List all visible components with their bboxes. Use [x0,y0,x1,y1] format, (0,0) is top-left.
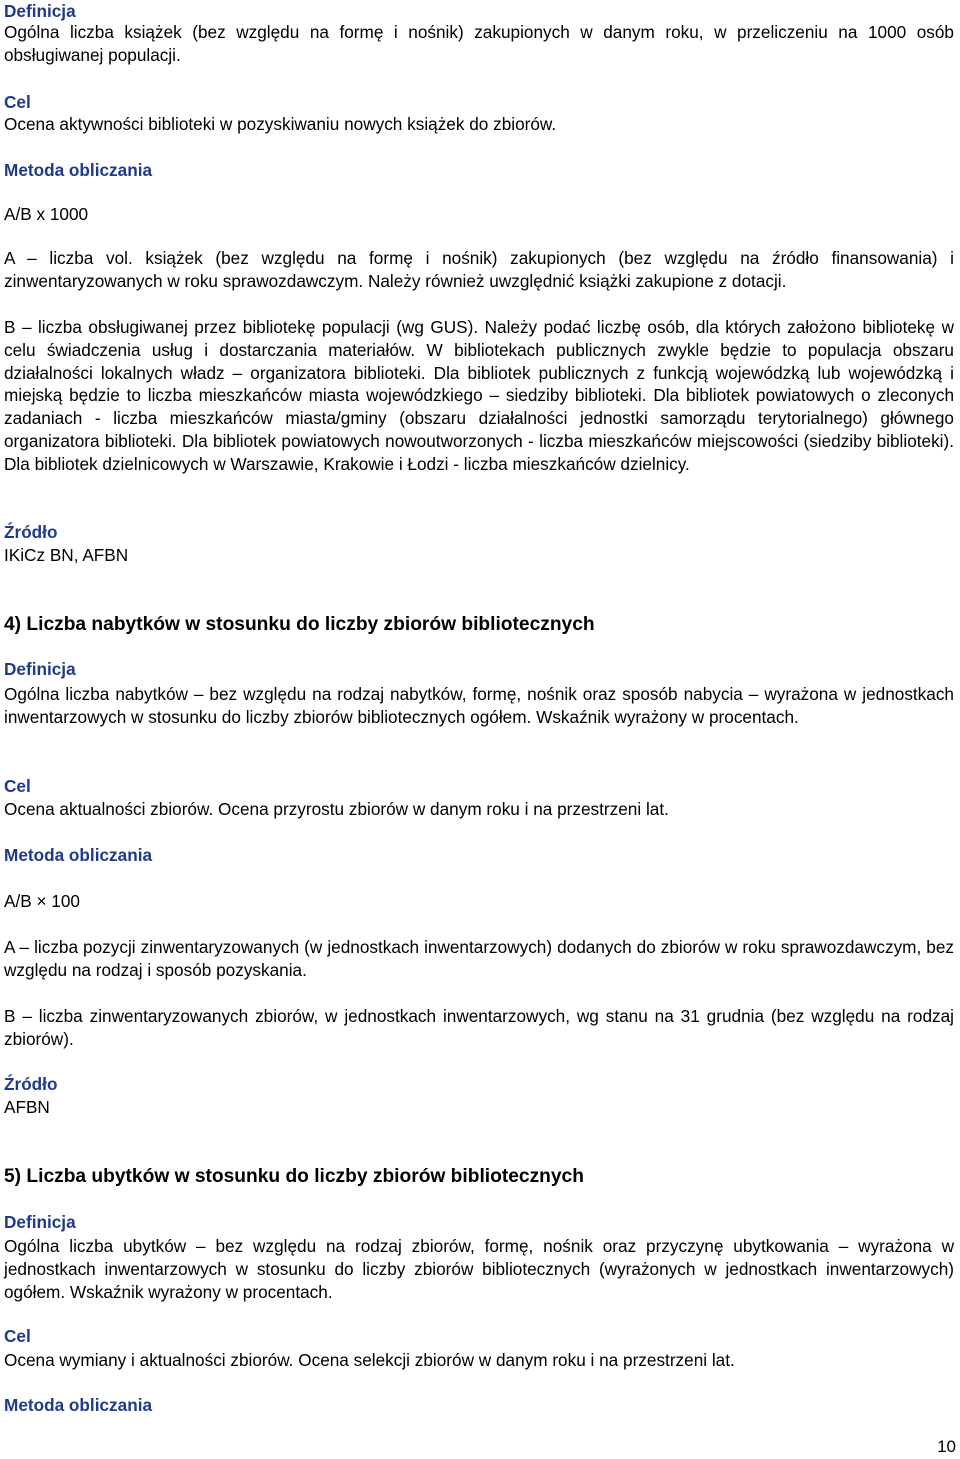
variable-a-note: Należy również uwzględnić książki zakupione z dotacji. [367,270,787,291]
variable-b-description [4,316,954,476]
goal-label: Cel [4,1326,31,1346]
section-5-heading: 5) Liczba ubytków w stosunku do liczby zbiorów bibliotecznych [4,1166,584,1187]
method-label: Metoda obliczania [4,845,153,865]
formula: A/B × 100 [4,891,80,911]
definition-label: Definicja [4,1,76,21]
source-text: IKiCz BN, AFBN [4,545,129,565]
source-text: AFBN [4,1097,50,1117]
source-label: Źródło [4,1074,58,1094]
variable-a-description: A – liczba pozycji zinwentaryzowanych (w jednostkach inwentarzowych) dodanych do zbiorów w roku sprawozdawczym, bez względu na rodzaj i sposób pozyskania. [4,937,954,980]
formula: A/B x 1000 [4,204,89,224]
source-label: Źródło [4,522,58,542]
definition-label: Definicja [4,1212,76,1232]
goal-text: Ocena aktywności biblioteki w pozyskiwaniu nowych książek do zbiorów. [4,114,557,134]
goal-text: Ocena aktualności zbiorów. Ocena przyrostu zbiorów w danym roku i na przestrzeni lat. [4,799,669,819]
definition-text: Ogólna liczba książek (bez względu na formę i nośnik) zakupionych w danym roku, w przeliczeniu na 1000 osób obsługiwanej populacji. [4,22,954,65]
goal-text: Ocena wymiany i aktualności zbiorów. Ocena selekcji zbiorów w danym roku i na przestrzeni lat. [4,1350,735,1370]
variable-b-note-1: Należy podać liczbę osób, dla których założono bibliotekę w celu świadczenia usług i dostarczania materiałów. [4,317,954,360]
goal-label: Cel [4,92,31,112]
definition-text: Ogólna liczba ubytków – bez względu na rodzaj zbiorów, formę, nośnik oraz przyczynę ubytkowania – wyrażona w jednostkach inwentarzowych w stosunku do liczby zbiorów bibliotecznych (wyrażonych w jednostkach inwentarzowych) ogółem. Wskaźnik wyrażony w procentach. [4,1236,954,1302]
variable-b-text: B – liczba obsługiwanej przez bibliotekę populacji (wg GUS). [4,317,479,337]
variable-a-description [4,247,954,293]
variable-b-note-6: Dla bibliotek dzielnicowych w Warszawie, Krakowie i Łodzi - liczba mieszkańców dzielnicy. [4,453,690,474]
variable-b-note-2: W bibliotekach publicznych zwykle będzie to populacja obszaru działalności lokalnych władz – organizatora biblioteki. [4,339,954,383]
page-number: 10 [937,1437,956,1456]
method-label: Metoda obliczania [4,1395,153,1415]
goal-label: Cel [4,776,31,796]
variable-b-note-4: Dla bibliotek powiatowych o zleconych zadaniach - liczba mieszkańców miasta/gminy (obszaru działalności jednostki samorządu terytorialnego) głównego organizatora biblioteki. [4,385,955,451]
variable-b-note-5: Dla bibliotek powiatowych nowoutworzonych - liczba mieszkańców miejscowości (siedziby biblioteki). [181,430,954,451]
variable-b-description: B – liczba zinwentaryzowanych zbiorów, w jednostkach inwentarzowych, wg stanu na 31 grudnia (bez względu na rodzaj zbiorów). [4,1006,954,1049]
definition-label: Definicja [4,659,76,679]
method-label: Metoda obliczania [4,160,153,180]
variable-a-text: A – liczba vol. książek (bez względu na formę i nośnik) zakupionych (bez względu na źródło finansowania) i zinwentaryzowanych w roku sprawozdawczym. [4,248,954,291]
variable-b-note-3: Dla bibliotek publicznych z funkcją wojewódzką lub wojewódzką i miejską będzie to liczba mieszkańców miasta wojewódzkiego – siedziby biblioteki. [4,362,954,406]
definition-text: Ogólna liczba nabytków – bez względu na rodzaj nabytków, formę, nośnik oraz sposób nabycia – wyrażona w jednostkach inwentarzowych w stosunku do liczby zbiorów bibliotecznych ogółem. Wskaźnik wyrażony w procentach. [4,684,954,727]
section-4-heading: 4) Liczba nabytków w stosunku do liczby zbiorów bibliotecznych [4,614,595,635]
